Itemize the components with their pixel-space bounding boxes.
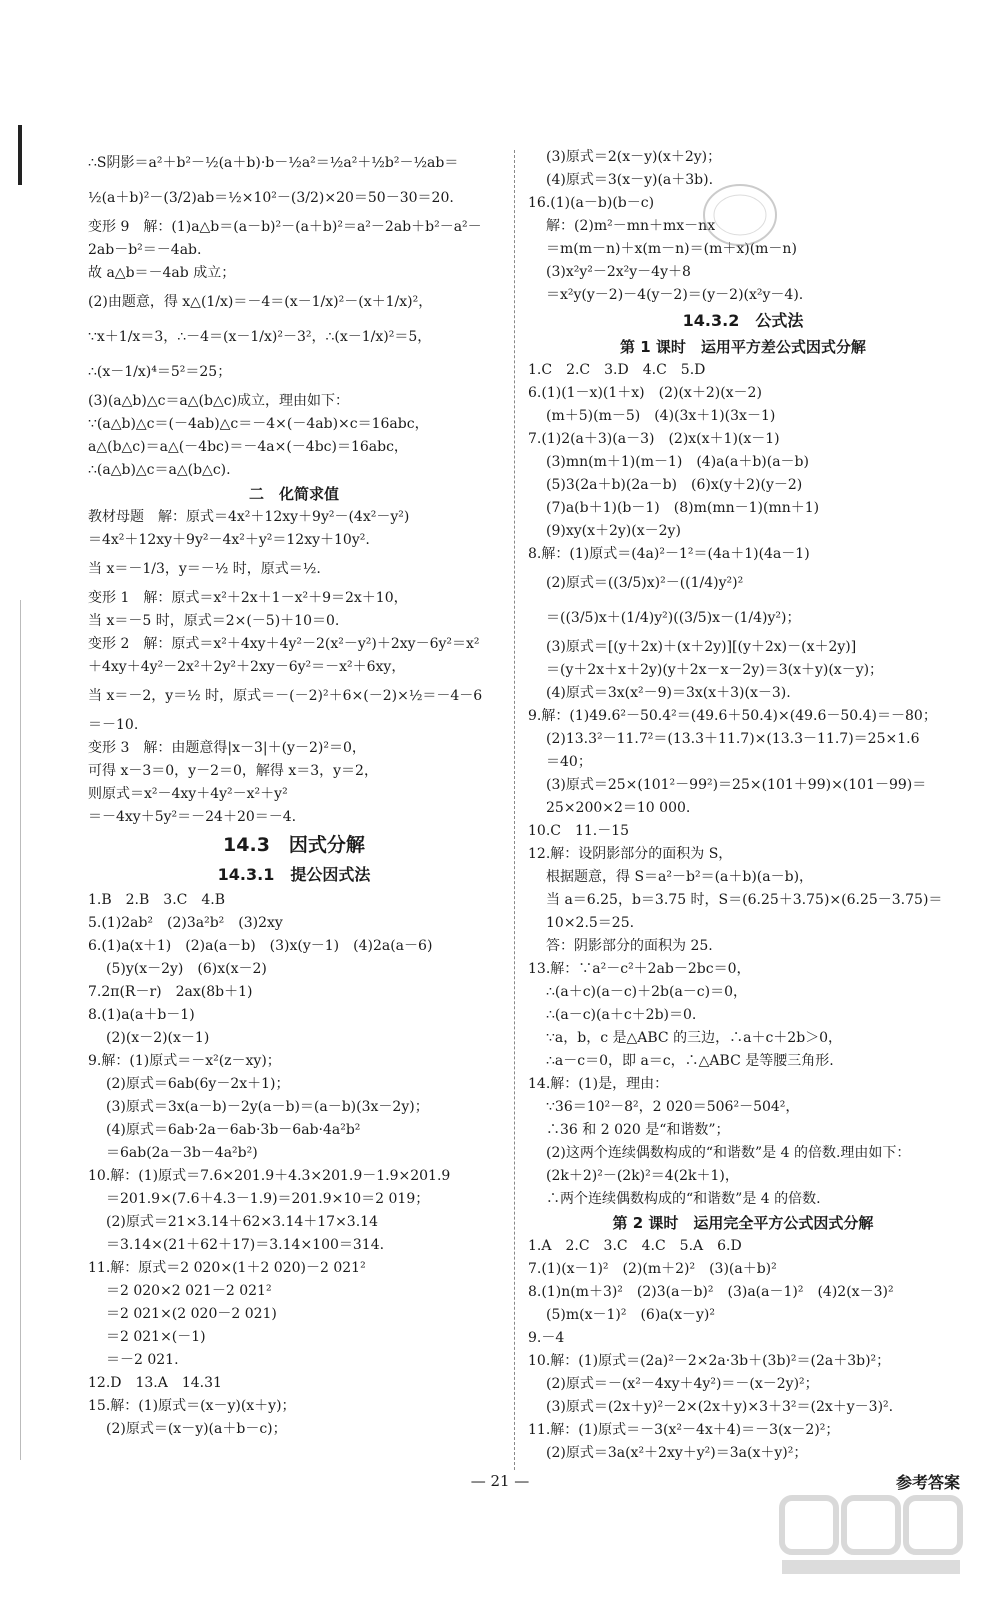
section-heading: 二 化简求值 [248,485,339,503]
section-heading: 第 1 课时 运用平方差公式因式分解 [620,338,866,356]
answer-line: 变形 1 解：原式＝x²＋2x＋1－x²＋9＝2x＋10， [88,590,408,606]
section-heading: 14.3.1 提公因式法 [217,865,371,884]
answer-line: 11.解：(1)原式＝－3(x²－4x＋4)＝－3(x－2)²； [528,1422,840,1438]
answer-line: (3)x²y²－2x²y－4y＋8 [546,264,691,280]
answer-line: 7.2π(R－r) 2ax(8b＋1) [88,984,253,1000]
column-divider [514,150,515,1470]
answer-line: (5)m(x－1)² (6)a(x－y)² [546,1307,715,1323]
answer-line: (2)由题意，得 x△(1/x)＝－4＝(x－1/x)²－(x＋1/x)²， [88,294,433,310]
answer-line: 10.解：(1)原式＝7.6×201.9＋4.3×201.9－1.9×201.9 [88,1168,451,1184]
answer-line: ＝2 021×(－1) [106,1329,206,1345]
answer-line: (9)xy(x＋2y)(x－2y) [546,523,681,539]
answer-line: (4)原式＝3(x－y)(a＋3b). [546,172,714,188]
answer-line: ＝m(m－n)＋x(m－n)＝(m＋x)(m－n) [546,241,797,257]
answer-line: 变形 3 解：由题意得|x－3|＋(y－2)²＝0， [88,740,366,756]
answer-line: ½(a＋b)²－(3/2)ab＝½×10²－(3/2)×20＝50－30＝20. [88,190,454,206]
answer-line: (3)原式＝(2x＋y)²－2×(2x＋y)×3＋3²＝(2x＋y－3)². [546,1399,894,1415]
answer-line: (3)mn(m＋1)(m－1) (4)a(a＋b)(a－b) [546,454,809,470]
answer-line: (2k＋2)²－(2k)²＝4(2k＋1)， [546,1168,739,1184]
answer-line: 1.B 2.B 3.C 4.B [88,892,226,908]
answer-line: 5.(1)2ab² (2)3a²b² (3)2xy [88,915,283,931]
answer-line: ＋4xy＋4y²－2x²＋2y²＋2xy－6y²＝－x²＋6xy， [88,659,406,675]
answer-line: (3)原式＝3x(a－b)－2y(a－b)＝(a－b)(3x－2y)； [106,1099,429,1115]
answer-line: ∵36＝10²－8²，2 020＝506²－504²， [546,1099,800,1115]
answer-line: 10.C 11.－15 [528,823,630,839]
answer-line: 6.(1)(1－x)(1＋x) (2)(x＋2)(x－2) [528,385,762,401]
answer-line: (3)(a△b)△c＝a△(b△c)成立，理由如下： [88,393,350,409]
answer-line: ＝－4xy＋5y²＝－24＋20＝－4. [88,809,297,825]
page-edge-mark [18,125,22,185]
answer-line: 6.(1)a(x＋1) (2)a(a－b) (3)x(y－1) (4)2a(a－6) [88,938,433,954]
answer-line: 15.解：(1)原式＝(x－y)(x＋y)； [88,1398,296,1414]
answer-line: (3)原式＝2(x－y)(x＋2y)； [546,149,722,165]
answer-line: (2)这两个连续偶数构成的“和谐数”是 4 的倍数.理由如下： [546,1145,911,1161]
homework-stamp-icon [700,180,780,250]
answer-line: 25×200×2＝10 000. [546,800,691,816]
answer-line: (2)原式＝(x－y)(a＋b－c)； [106,1421,287,1437]
answer-line: (5)y(x－2y) (6)x(x－2) [106,961,267,977]
answer-line: ∴S阴影＝a²＋b²－½(a＋b)·b－½a²＝½a²＋½b²－½ab＝ [88,155,459,171]
answer-line: 11.解：原式＝2 020×(1＋2 020)－2 021² [88,1260,366,1276]
answer-line: 2ab－b²＝－4ab. [88,242,202,258]
answer-line: (7)a(b＋1)(b－1) (8)m(mn－1)(mn＋1) [546,500,820,516]
answer-line: 故 a△b＝－4ab 成立； [88,265,236,281]
answer-line: 当 x＝－1/3，y＝－½ 时，原式＝½. [88,561,321,577]
answer-line: 10.解：(1)原式＝(2a)²－2×2a·3b＋(3b)²＝(2a＋3b)²； [528,1353,891,1369]
answer-line: 9.解：(1)原式＝－x²(z－xy)； [88,1053,281,1069]
answer-line: 14.解：(1)是，理由： [528,1076,669,1092]
right-column [528,146,958,1465]
answer-line: (m＋5)(m－5) (4)(3x＋1)(3x－1) [546,408,776,424]
answer-line: 当 a＝6.25，b＝3.75 时，S＝(6.25＋3.75)×(6.25－3.75)＝ [546,892,943,908]
answer-line: ＝40； [546,754,592,770]
answer-line: (2)原式＝6ab(6y－2x＋1)； [106,1076,290,1092]
answer-line: ＝－10. [88,717,139,733]
answer-line: ∵x＋1/x＝3，∴－4＝(x－1/x)²－3²，∴(x－1/x)²＝5， [88,329,432,345]
answer-line: (2)(x－2)(x－1) [106,1030,210,1046]
answer-line: ＝6ab(2a－3b－4a²b²) [106,1145,258,1161]
answer-line: 解：(2)m²－mn＋mx－nx [546,218,716,234]
answer-line: 9.－4 [528,1330,565,1346]
answer-line: 当 x＝－5 时，原式＝2×(－5)＋10＝0. [88,613,340,629]
answer-line: (2)13.3²－11.7²＝(13.3＋11.7)×(13.3－11.7)＝25×1.6 [546,731,920,747]
answer-line: ∵(a△b)△c＝(－4ab)△c＝－4×(－4ab)×c＝16abc， [88,416,429,432]
footer-label: 参考答案 [895,1473,960,1492]
page-fold-line [20,600,21,1460]
left-column [88,146,500,1441]
answer-line: 8.(1)a(a＋b－1) [88,1007,195,1023]
answer-line: ＝2 021×(2 020－2 021) [106,1306,277,1322]
answer-line: ∴(a△b)△c＝a△(b△c). [88,462,231,478]
answer-line: ∵a，b，c 是△ABC 的三边，∴a＋c＋2b＞0， [546,1030,843,1046]
answer-line: 可得 x－3＝0，y－2＝0，解得 x＝3，y＝2， [88,763,378,779]
answer-line: 教材母题 解：原式＝4x²＋12xy＋9y²－(4x²－y²) [88,509,410,525]
answer-line: (3)原式＝[(y＋2x)＋(x＋2y)][(y＋2x)－(x＋2y)] [546,639,857,655]
answer-line: (4)原式＝6ab·2a－6ab·3b－6ab·4a²b² [106,1122,361,1138]
answer-line: ∴(a－c)(a＋c＋2b)＝0. [546,1007,697,1023]
answer-line: (5)3(2a＋b)(2a－b) (6)x(y＋2)(y－2) [546,477,803,493]
answer-line: ＝x²y(y－2)－4(y－2)＝(y－2)(x²y－4). [546,287,804,303]
answer-line: 则原式＝x²－4xy＋4y²－x²＋y² [88,786,288,802]
answer-line: a△(b△c)＝a△(－4bc)＝－4a×(－4bc)＝16abc， [88,439,408,455]
answer-line: 当 x＝－2，y＝½ 时，原式＝－(－2)²＋6×(－2)×½＝－4－6 [88,688,483,704]
answer-line: ＝4x²＋12xy＋9y²－4x²＋y²＝12xy＋10y². [88,532,370,548]
answer-line: 答：阴影部分的面积为 25. [546,938,713,954]
answer-line: 1.C 2.C 3.D 4.C 5.D [528,362,706,378]
answer-line: ∴a－c＝0，即 a＝c，∴△ABC 是等腰三角形. [546,1053,834,1069]
answer-line: (2)原式＝21×3.14＋62×3.14＋17×3.14 [106,1214,378,1230]
watermark-logo-icon [772,1490,972,1580]
answer-line: ∴(x－1/x)⁴＝5²＝25； [88,364,232,380]
answer-line: 变形 2 解：原式＝x²＋4xy＋4y²－2(x²－y²)＋2xy－6y²＝x² [88,636,480,652]
answer-line: ＝((3/5)x＋(1/4)y²)((3/5)x－(1/4)y²)； [546,610,801,626]
answer-line: 变形 9 解：(1)a△b＝(a－b)²－(a＋b)²＝a²－2ab＋b²－a²－ [88,219,482,235]
answer-line: 7.(1)(x－1)² (2)(m＋2)² (3)(a＋b)² [528,1261,777,1277]
answer-line: ∴(a＋c)(a－c)＋2b(a－c)＝0， [546,984,748,1000]
answer-line: ＝(y＋2x＋x＋2y)(y＋2x－x－2y)＝3(x＋y)(x－y)； [546,662,884,678]
answer-line: (4)原式＝3x(x²－9)＝3x(x＋3)(x－3). [546,685,791,701]
answer-line: 12.D 13.A 14.31 [88,1375,222,1391]
answer-line: 8.解：(1)原式＝(4a)²－1²＝(4a＋1)(4a－1) [528,546,810,562]
answer-line: 1.A 2.C 3.C 4.C 5.A 6.D [528,1238,742,1254]
answer-line: 9.解：(1)49.6²－50.4²＝(49.6＋50.4)×(49.6－50.4)＝－80； [528,708,937,724]
answer-line: (2)原式＝－(x²－4xy＋4y²)＝－(x－2y)²； [546,1376,819,1392]
answer-line: ∴两个连续偶数构成的“和谐数”是 4 的倍数. [546,1191,821,1207]
section-heading: 第 2 课时 运用完全平方公式因式分解 [612,1214,874,1232]
page-number: — 21 — [470,1472,530,1490]
answer-line: 12.解：设阴影部分的面积为 S， [528,846,733,862]
answer-line: 8.(1)n(m＋3)² (2)3(a－b)² (3)a(a－1)² (4)2(x－3)² [528,1284,894,1300]
answer-line: (2)原式＝((3/5)x)²－((1/4)y²)² [546,575,744,591]
answer-line: 7.(1)2(a＋3)(a－3) (2)x(x＋1)(x－1) [528,431,780,447]
answer-line: (3)原式＝25×(101²－99²)＝25×(101＋99)×(101－99)＝ [546,777,927,793]
section-heading: 14.3.2 公式法 [682,311,804,330]
answer-line: 根据题意，得 S＝a²－b²＝(a＋b)(a－b)， [546,869,814,885]
answer-line: ＝－2 021. [106,1352,179,1368]
answer-line: (2)原式＝3a(x²＋2xy＋y²)＝3a(x＋y)²； [546,1445,808,1461]
answer-line: ＝2 020×2 021－2 021² [106,1283,272,1299]
answer-line: ＝3.14×(21＋62＋17)＝3.14×100＝314. [106,1237,385,1253]
answer-line: 10×2.5＝25. [546,915,635,931]
answer-line: ＝201.9×(7.6＋4.3－1.9)＝201.9×10＝2 019； [106,1191,430,1207]
answer-line: 16.(1)(a－b)(b－c) [528,195,655,211]
answer-line: 13.解：∵a²－c²＋2ab－2bc＝0， [528,961,751,977]
answer-line: ∴36 和 2 020 是“和谐数”； [546,1122,730,1138]
section-heading: 14.3 因式分解 [223,834,365,856]
